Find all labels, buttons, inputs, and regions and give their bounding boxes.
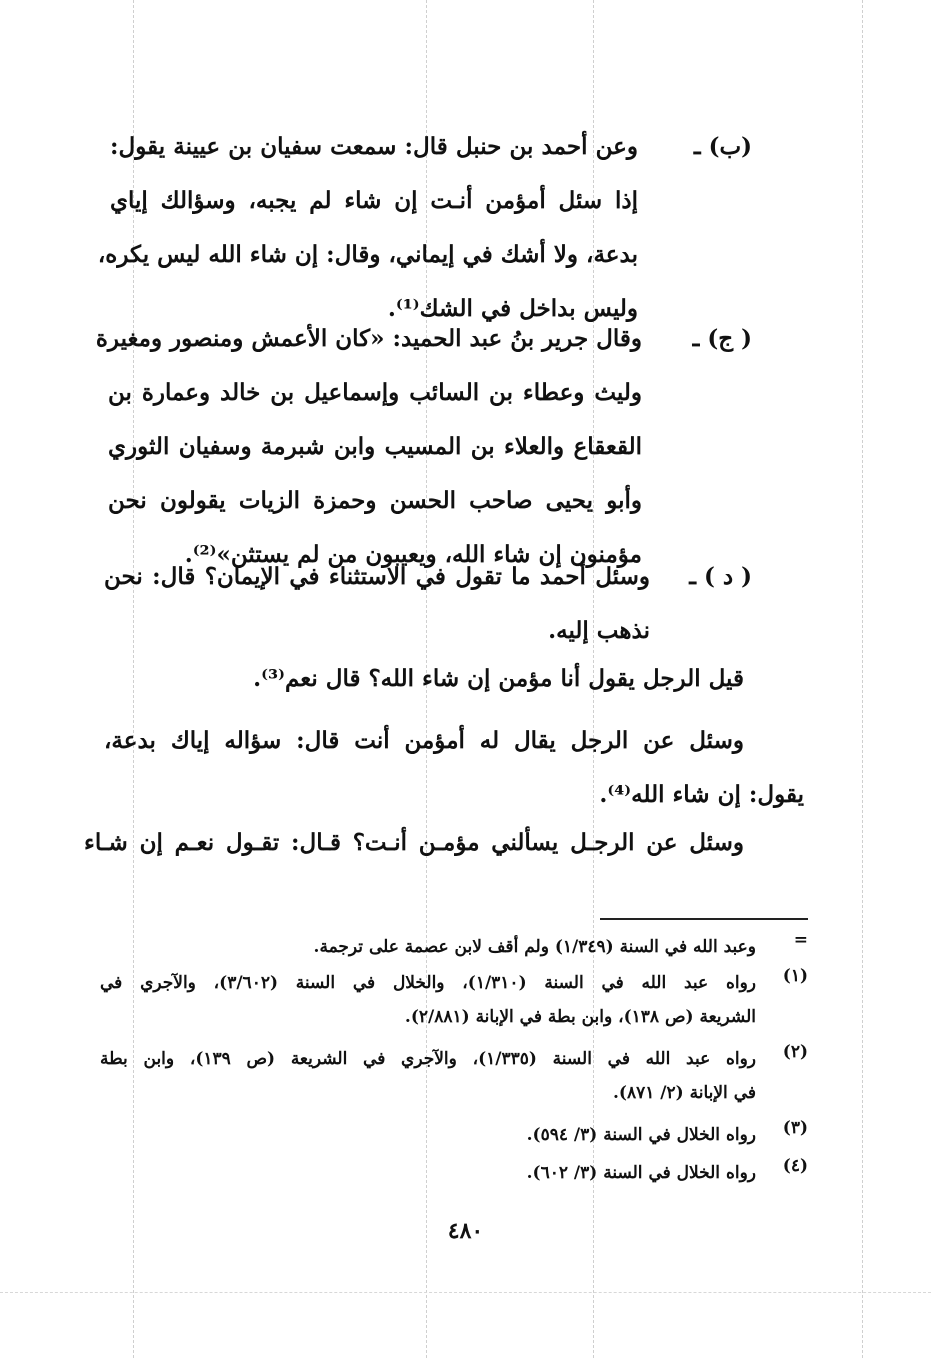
footnote-number: (٤) (782, 1156, 808, 1176)
footnote-number: (٣) (782, 1118, 808, 1138)
paragraph-d (104, 550, 752, 658)
text-line: وسئل عن الرجل يقال له أمؤمن أنت قال: سؤاله إياك بدعة، (104, 727, 744, 754)
footnote-2 (100, 1042, 808, 1110)
footnote-continued (240, 930, 808, 964)
footnote-number: (١) (782, 966, 808, 986)
text-line: وسئل عن الرجـل يسألني مؤمـن أنـت؟ قـال: تقـول نعـم إن شـاء (84, 829, 744, 856)
text-line: وأبو يحيى صاحب الحسن وحمزة الزيات يقولون نحن (108, 487, 642, 514)
footnote-line: رواه عبد الله في السنة (١/٣١٠)، والخلال في السنة (٣/٦٠٢)، والآجري في (100, 973, 756, 993)
paragraph-marker: ( ج) ـ (692, 325, 752, 352)
text-line: وعن أحمد بن حنبل قال: سمعت سفيان بن عيينة يقول: (110, 133, 638, 160)
footnote-number: = (793, 930, 808, 950)
footnote-1 (100, 966, 808, 1034)
text-line: وقال جرير بنُ عبد الحميد: «كان الأعمش ومنصور ومغيرة (95, 325, 642, 352)
scan-line (0, 1292, 931, 1293)
paragraph-marker: (ب) ـ (693, 133, 752, 160)
footnote-separator (600, 918, 808, 920)
text-line: إذا سئل أمؤمن أنـت إن شاء لم يجبه، وسؤالك إياي (110, 187, 638, 214)
paragraph-question (250, 652, 744, 706)
page-number: ٤٨٠ (447, 1218, 484, 1244)
text-line: قيل الرجل يقول أنا مؤمن إن شاء الله؟ قال نعم⁽³⁾. (253, 665, 744, 692)
paragraph-b (97, 120, 752, 336)
text-line: يقول: إن شاء الله⁽⁴⁾. (599, 781, 804, 808)
text-line: وليث وعطاء بن السائب وإسماعيل بن خالد وعمارة بن (108, 379, 642, 406)
paragraph-marker: ( د ) ـ (689, 563, 752, 590)
footnote-number: (٢) (782, 1042, 808, 1062)
footnote-line: في الإبانة (٢/ ٨٧١). (612, 1083, 756, 1103)
footnote-3 (400, 1118, 808, 1152)
footnote-4 (400, 1156, 808, 1190)
footnote-line: وعبد الله في السنة (١/٣٤٩) ولم أقف لابن عصمة على ترجمة. (313, 937, 756, 957)
text-line: نذهب إليه. (548, 617, 650, 644)
text-line: القعقاع والعلاء بن المسيب وابن شبرمة وسفيان الثوري (108, 433, 642, 460)
paragraph-asked-1 (104, 714, 804, 822)
paragraph-j (95, 312, 752, 582)
text-line: مؤمنون إن شاء الله، ويعيبون من لم يستثن»⁽²⁾. (184, 541, 642, 568)
footnote-line: الشريعة (ص ١٣٨)، وابن بطة في الإبانة (٢/٨٨١). (404, 1007, 756, 1027)
scan-line (862, 0, 863, 1358)
footnote-line: رواه عبد الله في السنة (١/٣٣٥)، والآجري في الشريعة (ص ١٣٩)، وابن بطة (100, 1049, 756, 1069)
text-line: وسئل أحمد ما تقول في الاستثناء في الإيمان؟ قال: نحن (104, 563, 650, 590)
text-line: بدعة، ولا أشك في إيماني، وقال: إن شاء الله ليس يكره، (97, 241, 638, 268)
footnote-line: رواه الخلال في السنة (٣/ ٥٩٤). (526, 1125, 756, 1145)
text-line: وليس بداخل في الشك⁽¹⁾. (387, 295, 638, 322)
footnote-line: رواه الخلال في السنة (٣/ ٦٠٢). (526, 1163, 756, 1183)
paragraph-asked-2 (84, 816, 744, 870)
